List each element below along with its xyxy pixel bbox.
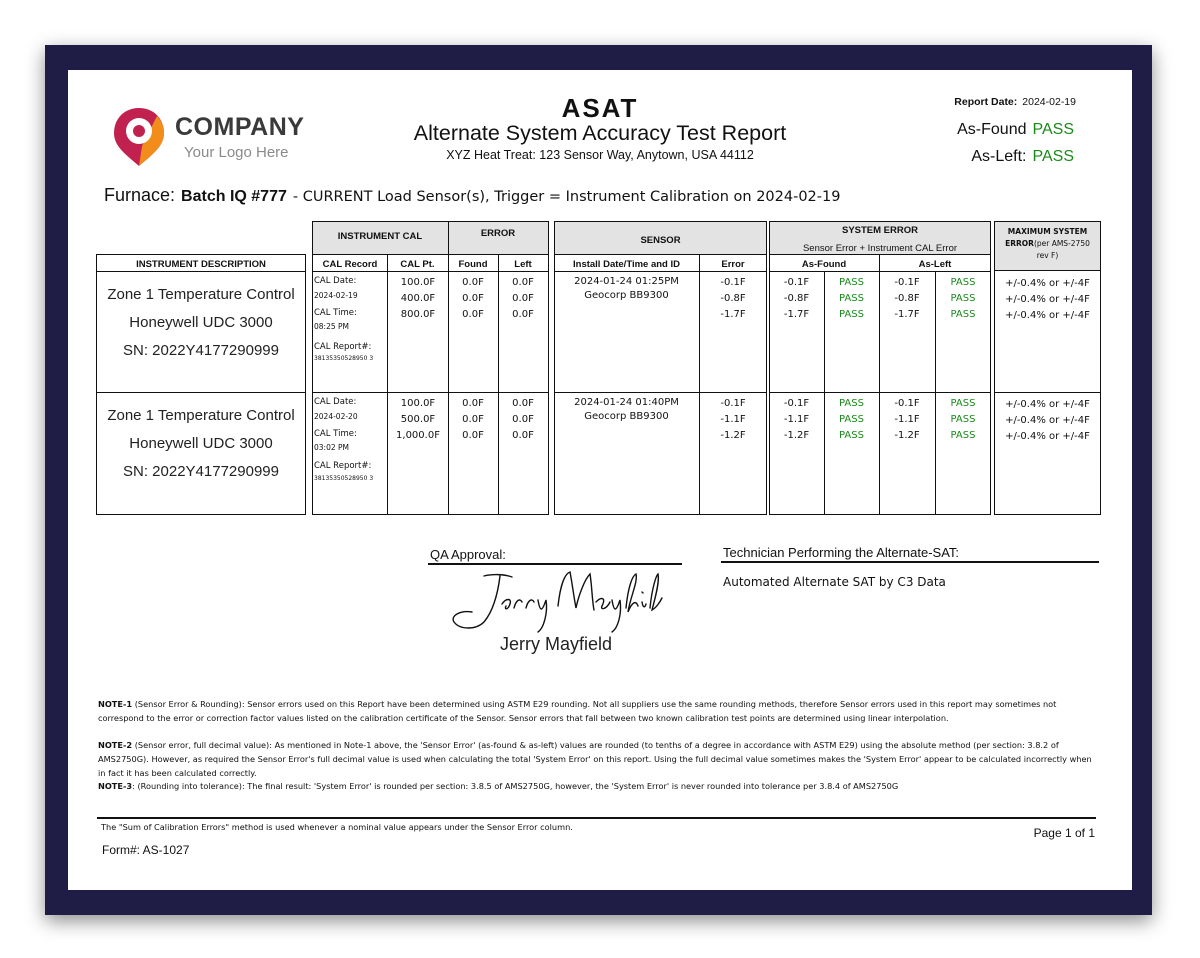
max-system-error-header: MAXIMUM SYSTEM ERROR(per AMS-2750 rev F): [1005, 227, 1090, 260]
note-1: NOTE-1 (Sensor Error & Rounding): Sensor errors used on this Report have been determined using ASTM E29 rounding. Not all suppliers use the same rounding methods, therefore Sensor errors used in this report may sometimes not correspond to the error or correction factor values listed on the calibration certificate of the Sensor. Sensor errors that fall between two known calibration test points are determined using linear interpolation.: [98, 699, 1057, 723]
row2-sys-found-result-3: PASS: [839, 430, 864, 441]
row2-sys-found-result-1: PASS: [839, 398, 864, 409]
qa-approval-label: QA Approval:: [430, 547, 506, 562]
row1-cal-pt-3: 800.0F: [400, 309, 436, 320]
form-number: Form#: AS-1027: [102, 843, 190, 857]
row2-sys-left-result-3: PASS: [950, 430, 976, 441]
row1-found-2: 0.0F: [462, 293, 484, 304]
row2-cal-date: 2024-02-20: [314, 412, 358, 421]
row1-found-3: 0.0F: [462, 309, 484, 320]
row1-sys-left-result-1: PASS: [950, 277, 976, 288]
note-3: NOTE-3: (Rounding into tolerance): The final result: 'System Error' is rounded per section: 3.8.5 of AMS2750G, however, the 'System Error' is never rounded into tolerance per 3.8.4 of AMS2750G: [98, 781, 899, 791]
company-name: COMPANY: [175, 113, 305, 141]
technician-label: Technician Performing the Alternate-SAT:: [723, 545, 960, 560]
row1-sys-left-result-2: PASS: [950, 293, 976, 304]
install-header: Install Date/Time and ID: [573, 259, 680, 270]
row1-left-2: 0.0F: [512, 293, 534, 304]
instrument-description-header: INSTRUMENT DESCRIPTION: [136, 259, 266, 270]
system-error-subheader: Sensor Error + Instrument CAL Error: [802, 243, 958, 254]
note-2: NOTE-2 (Sensor error, full decimal value): As mentioned in Note-1 above, the 'Sensor Error' (as-found & as-left) values are rounded (to tenths of a degree in accordance with ASTM E29) using the absolute method (per section: 3.8.2 of AMS2750G). However, as required the Sensor Error's full decimal value is used when calculating the total 'System Error' on this report. Using the full decimal value sometimes makes the 'System Error' appear to be calculated incorrectly when in fact it has been calculated correctly.: [98, 740, 1092, 778]
sensor-header: SENSOR: [640, 235, 681, 246]
row2-sys-left-result-1: PASS: [950, 398, 976, 409]
row2-max-2: +/-0.4% or +/-4F: [1005, 415, 1090, 426]
row2-sensor-error-3: -1.2F: [720, 430, 746, 441]
row1-cal-time-label: CAL Time:: [314, 308, 357, 318]
row2-left-1: 0.0F: [512, 398, 534, 409]
company-tagline: Your Logo Here: [184, 144, 289, 161]
row1-cal-pt-1: 100.0F: [400, 277, 436, 288]
error-header: ERROR: [480, 228, 516, 239]
sum-of-errors-note: The "Sum of Calibration Errors" method is used whenever a nominal value appears under the Sensor Error column.: [101, 822, 573, 832]
row2-cal-pt-1: 100.0F: [400, 398, 436, 409]
row1-sys-found-2: -0.8F: [783, 293, 810, 304]
row2-cal-date-label: CAL Date:: [314, 397, 357, 407]
row1-sys-found-result-1: PASS: [839, 277, 864, 288]
row1-sensor-error-3: -1.7F: [720, 309, 746, 320]
as-left-header: As-Left: [918, 259, 952, 270]
row1-cal-time: 08:25 PM: [314, 322, 349, 331]
found-header: Found: [458, 259, 488, 270]
row2-found-2: 0.0F: [462, 414, 484, 425]
row2-sys-left-2: -1.1F: [894, 414, 920, 425]
row2-left-3: 0.0F: [512, 430, 534, 441]
furnace-description: - CURRENT Load Sensor(s), Trigger = Instrument Calibration on 2024-02-19: [292, 189, 841, 205]
row1-left-1: 0.0F: [512, 277, 534, 288]
qa-signature-icon: [446, 568, 666, 638]
page-number: Page 1 of 1: [1033, 826, 1095, 840]
row1-sys-left-3: -1.7F: [894, 309, 920, 320]
row2-sensor-error-2: -1.1F: [720, 414, 746, 425]
left-header: Left: [514, 259, 532, 270]
row1-cal-report-label: CAL Report#:: [314, 342, 372, 352]
row2-sys-left-result-2: PASS: [950, 414, 976, 425]
row2-sys-found-result-2: PASS: [839, 414, 864, 425]
row2-sys-left-1: -0.1F: [894, 398, 920, 409]
row2-install: 2024-01-24 01:40PM Geocorp BB9300: [574, 397, 679, 422]
furnace-name: Batch IQ #777: [181, 188, 287, 205]
row1-max-3: +/-0.4% or +/-4F: [1005, 310, 1090, 321]
as-left-result: As-Left: PASS: [971, 148, 1074, 165]
row2-max-1: +/-0.4% or +/-4F: [1005, 399, 1090, 410]
sensor-error-header: Error: [721, 259, 745, 270]
cal-record-header: CAL Record: [322, 259, 378, 270]
as-found-result: As-Found PASS: [957, 121, 1074, 138]
furnace-label: Furnace:: [104, 185, 176, 205]
technician-value: Automated Alternate SAT by C3 Data: [723, 575, 946, 589]
row2-left-2: 0.0F: [512, 414, 534, 425]
row1-sys-found-1: -0.1F: [783, 277, 810, 288]
row1-sys-left-1: -0.1F: [894, 277, 920, 288]
row1-cal-report: 38135350528950 3: [314, 355, 374, 362]
row2-cal-time: 03:02 PM: [314, 443, 349, 452]
qa-approver-name: Jerry Mayfield: [499, 634, 613, 654]
company-logo-icon: [112, 106, 166, 168]
row2-sys-left-3: -1.2F: [894, 430, 920, 441]
furnace-line: [104, 185, 840, 206]
report-title: Alternate System Accuracy Test Report: [413, 121, 787, 145]
row2-sensor-error-1: -0.1F: [720, 398, 746, 409]
report-date: Report Date: 2024-02-19: [954, 96, 1076, 108]
row2-instrument-description: Zone 1 Temperature Control Honeywell UDC 3000 SN: 2022Y4177290999: [107, 407, 295, 480]
report-address: XYZ Heat Treat: 123 Sensor Way, Anytown, USA 44112: [446, 148, 754, 162]
instrument-cal-header: INSTRUMENT CAL: [337, 231, 423, 242]
row1-max-1: +/-0.4% or +/-4F: [1005, 278, 1090, 289]
row2-sys-found-1: -0.1F: [783, 398, 810, 409]
row2-cal-report-label: CAL Report#:: [314, 461, 372, 471]
row2-found-1: 0.0F: [462, 398, 484, 409]
cal-pt-header: CAL Pt.: [400, 259, 435, 270]
row1-sys-found-result-3: PASS: [839, 309, 864, 320]
row1-cal-date: 2024-02-19: [314, 291, 358, 300]
row1-cal-date-label: CAL Date:: [314, 276, 357, 286]
row1-sys-found-3: -1.7F: [783, 309, 810, 320]
report-acronym: ASAT: [561, 93, 639, 123]
row2-sys-found-2: -1.1F: [783, 414, 810, 425]
row1-sys-found-result-2: PASS: [839, 293, 864, 304]
row1-sensor-error-1: -0.1F: [720, 277, 746, 288]
as-found-header: As-Found: [801, 259, 847, 270]
row2-found-3: 0.0F: [462, 430, 484, 441]
row2-max-3: +/-0.4% or +/-4F: [1005, 431, 1090, 442]
row1-sys-left-result-3: PASS: [950, 309, 976, 320]
row2-cal-report: 38135350528950 3: [314, 475, 374, 482]
row2-cal-pt-2: 500.0F: [400, 414, 436, 425]
system-error-header: SYSTEM ERROR: [841, 225, 918, 236]
row1-max-2: +/-0.4% or +/-4F: [1005, 294, 1090, 305]
row1-install: 2024-01-24 01:25PM Geocorp BB9300: [574, 276, 679, 301]
row2-sys-found-3: -1.2F: [783, 430, 810, 441]
row2-cal-pt-3: 1,000.0F: [396, 430, 440, 441]
row1-cal-pt-2: 400.0F: [400, 293, 436, 304]
row2-cal-time-label: CAL Time:: [314, 429, 357, 439]
row1-left-3: 0.0F: [512, 309, 534, 320]
row1-found-1: 0.0F: [462, 277, 484, 288]
row1-sys-left-2: -0.8F: [894, 293, 920, 304]
row1-instrument-description: Zone 1 Temperature Control Honeywell UDC 3000 SN: 2022Y4177290999: [107, 286, 295, 359]
row1-sensor-error-2: -0.8F: [720, 293, 746, 304]
